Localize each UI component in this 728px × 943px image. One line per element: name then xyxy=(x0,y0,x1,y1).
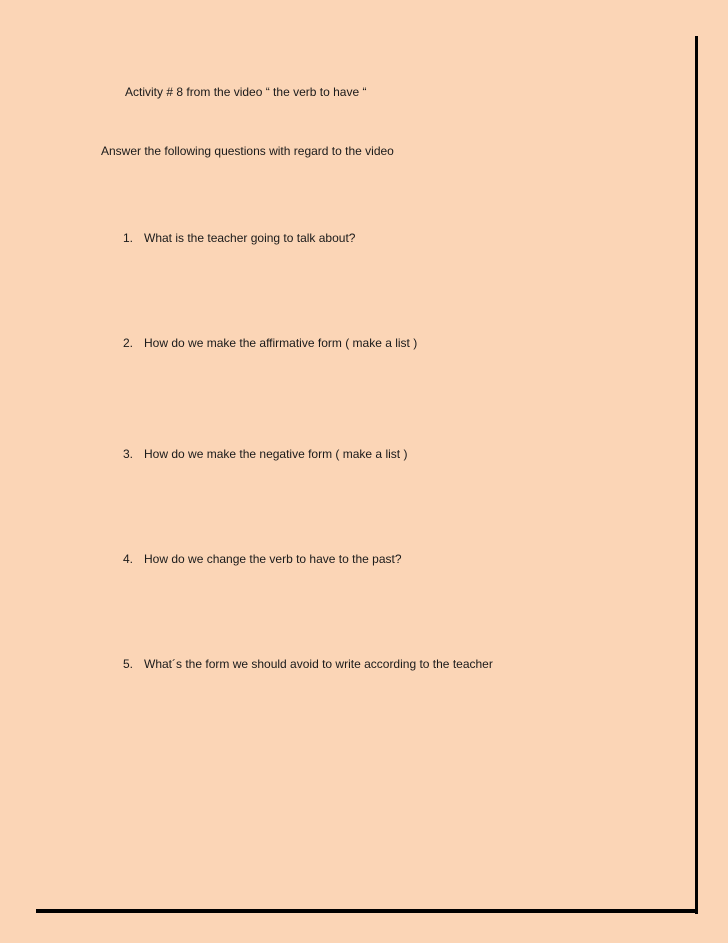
question-text: How do we change the verb to have to the past? xyxy=(144,552,402,566)
page-border-right xyxy=(695,36,698,914)
question-number: 3. xyxy=(123,447,134,461)
instruction-text: Answer the following questions with regard to the video xyxy=(101,144,394,158)
question-number: 5. xyxy=(123,657,134,671)
question-text: How do we make the negative form ( make a list ) xyxy=(144,447,408,461)
question-item xyxy=(123,336,417,350)
question-number: 4. xyxy=(123,552,134,566)
question-item xyxy=(123,552,402,566)
question-item xyxy=(123,657,493,671)
question-text: How do we make the affirmative form ( make a list ) xyxy=(144,336,418,350)
question-text: What is the teacher going to talk about? xyxy=(144,231,356,245)
question-number: 1. xyxy=(123,231,134,245)
question-item xyxy=(123,447,407,461)
page-border-bottom xyxy=(36,909,698,913)
question-text: What´s the form we should avoid to write according to the teacher xyxy=(144,657,493,671)
question-number: 2. xyxy=(123,336,134,350)
question-item xyxy=(123,231,355,245)
activity-title: Activity # 8 from the video “ the verb to have “ xyxy=(125,85,367,99)
